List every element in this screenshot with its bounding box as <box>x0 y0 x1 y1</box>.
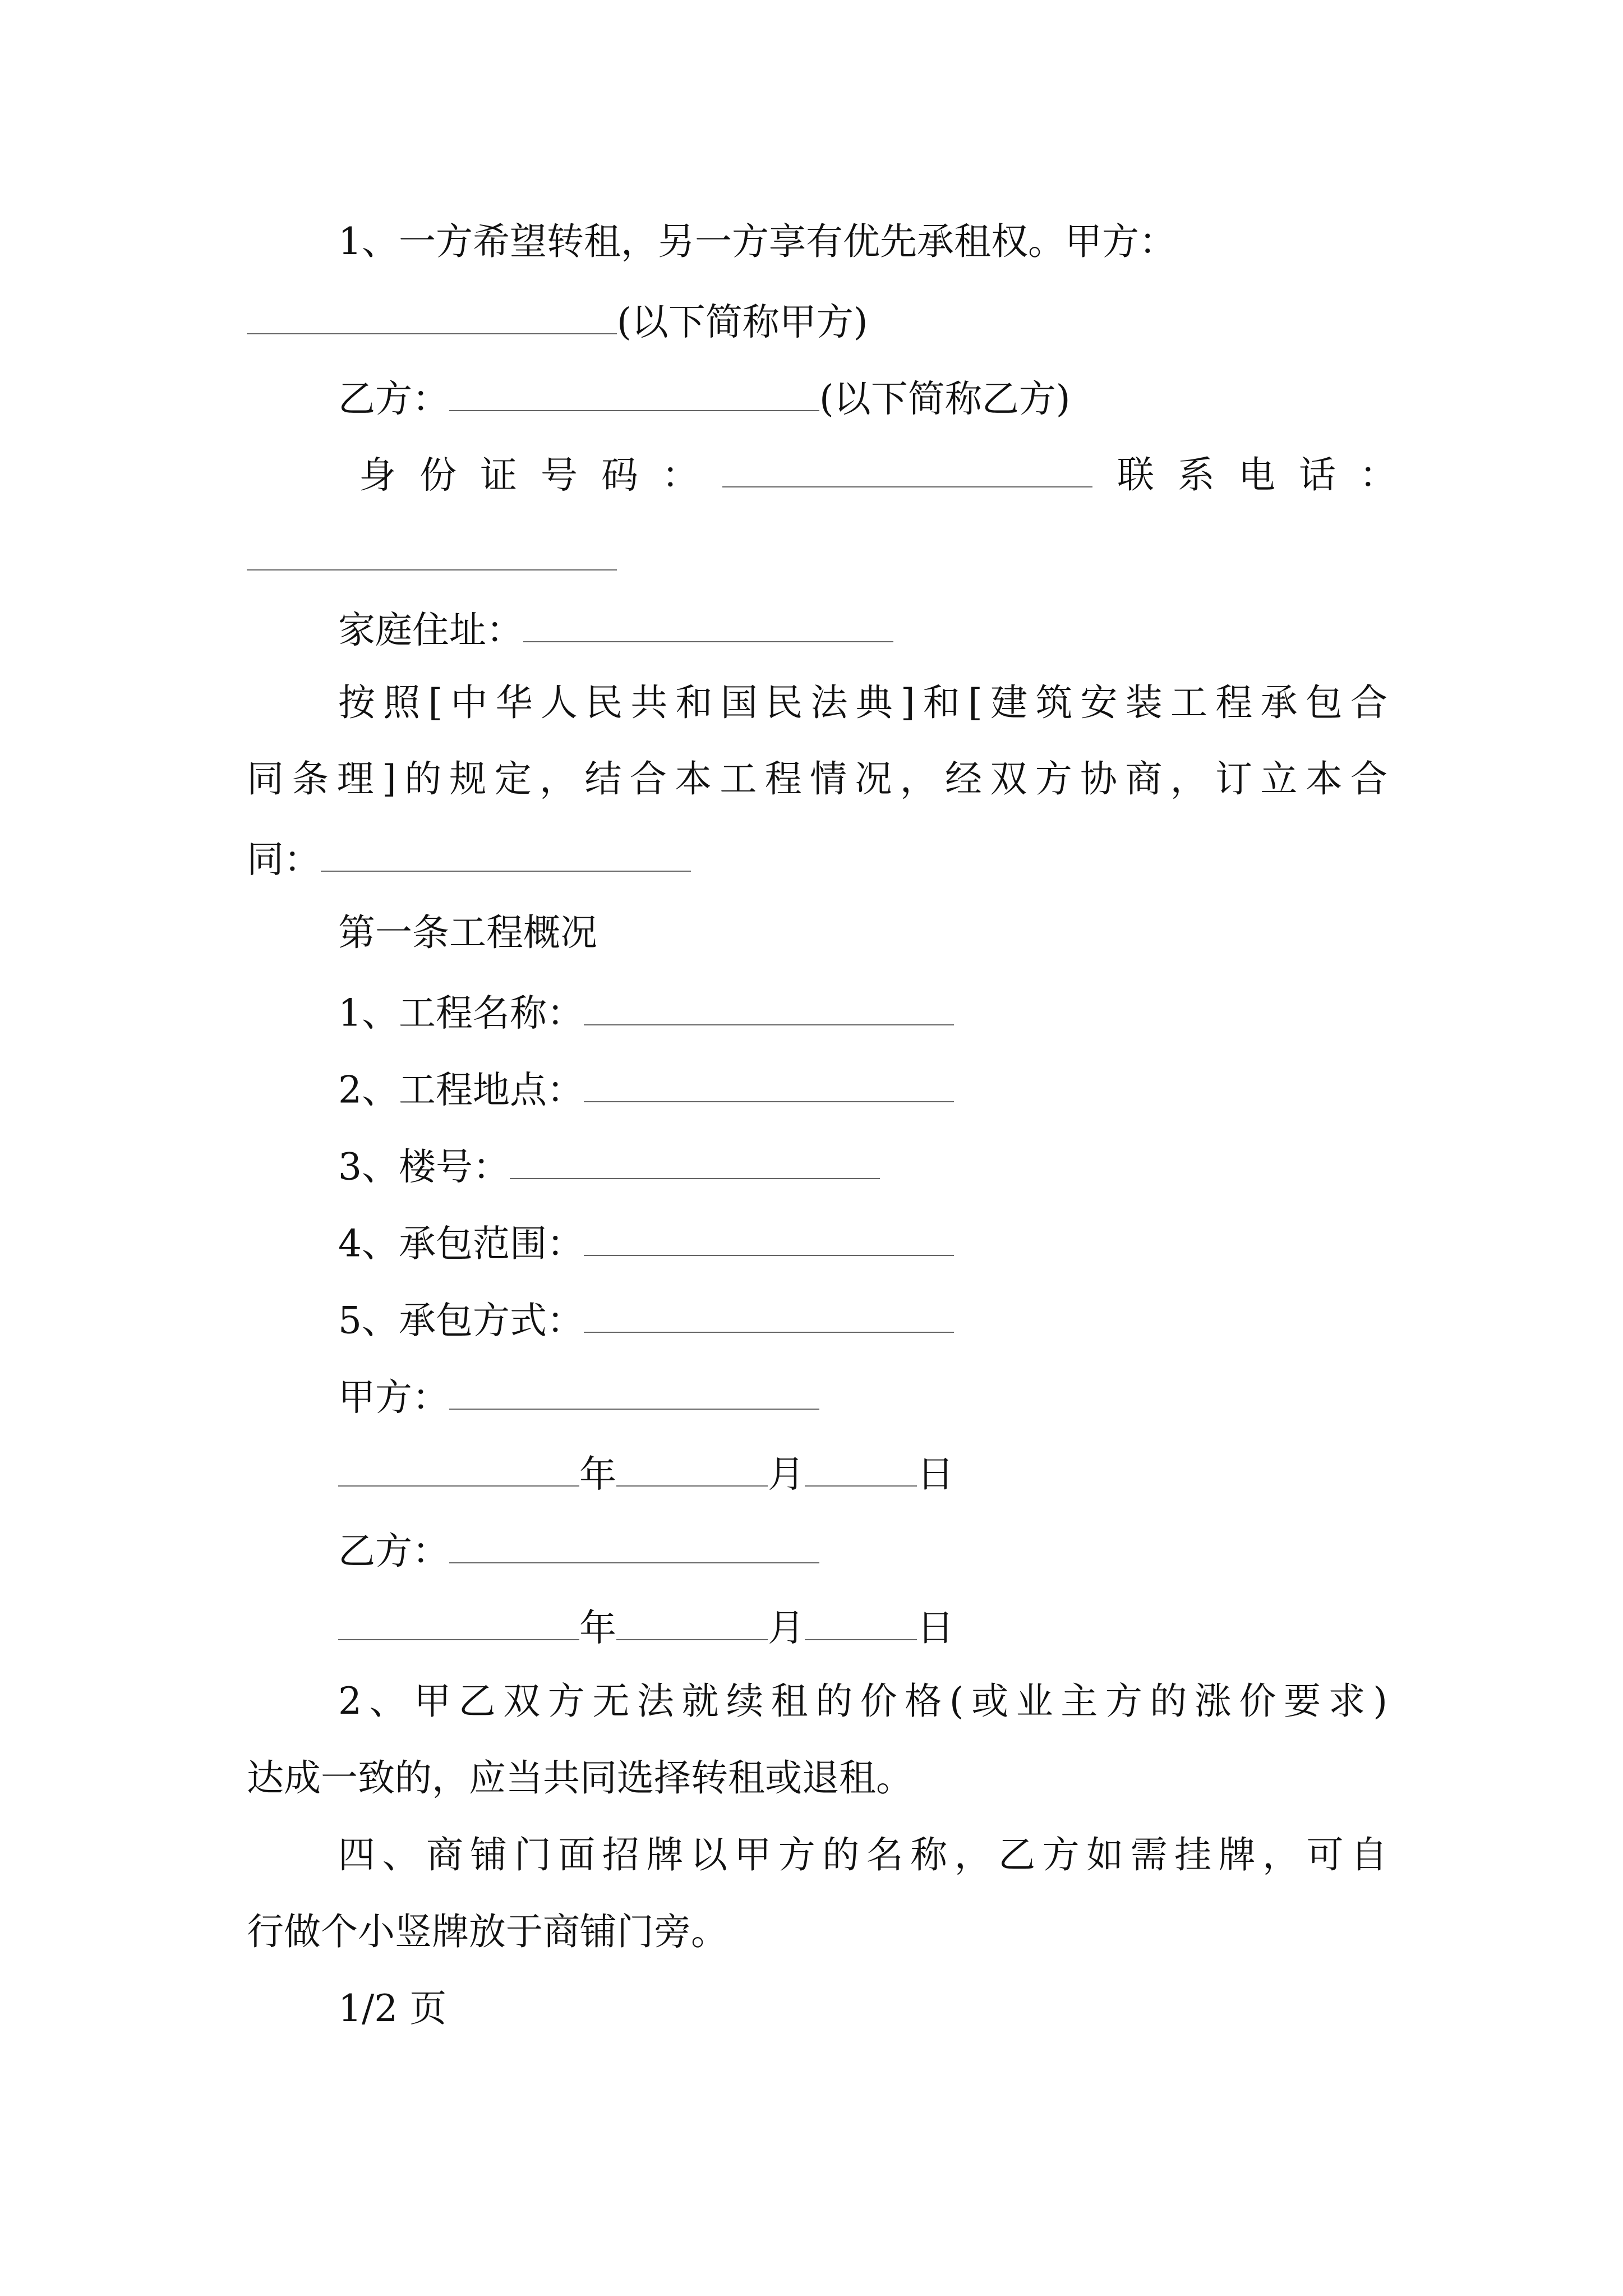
year-label: 年 <box>579 1452 616 1496</box>
year-blank[interactable] <box>338 1606 579 1640</box>
project-name-line <box>338 991 1387 1036</box>
text: 乙方： <box>338 1529 449 1573</box>
day-blank[interactable] <box>805 1452 917 1487</box>
blank[interactable] <box>584 1299 954 1333</box>
blank[interactable] <box>584 1222 954 1256</box>
text: (以下简称甲方) <box>617 300 868 344</box>
blank[interactable] <box>523 608 893 642</box>
text: 家庭住址： <box>338 608 523 652</box>
day-label: 日 <box>917 1452 954 1496</box>
text: 第一条工程概况 <box>338 911 597 954</box>
text: 同： <box>247 838 321 881</box>
blank[interactable] <box>722 453 1092 487</box>
page-number <box>338 1987 1387 2035</box>
blank[interactable] <box>247 300 617 334</box>
id-phone-line <box>359 453 1420 498</box>
preamble-line-1 <box>338 681 1387 729</box>
blank[interactable] <box>584 1068 954 1102</box>
blank[interactable] <box>584 991 954 1025</box>
clause-1-line <box>338 220 1387 268</box>
party-b-date-line <box>338 1606 1387 1651</box>
id-label: 身份证号码： <box>359 453 722 497</box>
blank[interactable] <box>449 1529 819 1563</box>
text: 乙方： <box>338 377 449 421</box>
text: 1、工程名称： <box>338 991 584 1035</box>
preamble-line-3 <box>247 838 1387 882</box>
section-heading <box>338 911 1387 959</box>
phone-blank[interactable] <box>247 569 617 570</box>
blank[interactable] <box>321 838 691 872</box>
address-line <box>338 608 1387 653</box>
month-label: 月 <box>768 1452 805 1496</box>
year-label: 年 <box>579 1606 616 1650</box>
text: 2、甲乙双方无法就续租的价格(或业主方的涨价要求) <box>338 1680 1387 1723</box>
party-b-sign-line <box>338 1529 1387 1574</box>
text: 1/2 页 <box>338 1987 447 2030</box>
day-label: 日 <box>917 1606 954 1650</box>
blank[interactable] <box>449 1375 819 1410</box>
text: 四、商铺门面招牌以甲方的名称，乙方如需挂牌，可自 <box>338 1833 1387 1876</box>
year-blank[interactable] <box>338 1452 579 1487</box>
month-blank[interactable] <box>616 1606 768 1640</box>
text: 5、承包方式： <box>338 1299 584 1342</box>
phone-label: 联系电话： <box>1117 453 1420 497</box>
clause-2-line-2 <box>247 1756 1387 1805</box>
month-blank[interactable] <box>616 1452 768 1487</box>
blank[interactable] <box>510 1145 880 1179</box>
project-location-line <box>338 1068 1387 1113</box>
text: 4、承包范围： <box>338 1222 584 1266</box>
contract-method-line <box>338 1299 1387 1343</box>
clause-2-line-1 <box>338 1680 1387 1728</box>
blank[interactable] <box>449 377 819 411</box>
party-b-line <box>338 377 1387 422</box>
text: 1、一方希望转租，另一方享有优先承租权。甲方： <box>338 220 1176 263</box>
month-label: 月 <box>768 1606 805 1650</box>
preamble-line-2 <box>247 757 1387 806</box>
day-blank[interactable] <box>805 1606 917 1640</box>
clause-4-line-1 <box>338 1833 1387 1881</box>
text: 达成一致的，应当共同选择转租或退租。 <box>247 1756 913 1800</box>
text: 同条理]的规定，结合本工程情况，经双方协商，订立本合 <box>247 757 1387 800</box>
party-a-name-line <box>247 300 1387 345</box>
party-a-date-line <box>338 1452 1387 1497</box>
text: 2、工程地点： <box>338 1068 584 1112</box>
text: 按照[中华人民共和国民法典]和[建筑安装工程承包合 <box>338 681 1387 724</box>
contract-scope-line <box>338 1222 1387 1267</box>
party-a-sign-line <box>338 1375 1387 1420</box>
text: 行做个小竖牌放于商铺门旁。 <box>247 1910 728 1953</box>
clause-4-line-2 <box>247 1910 1387 1958</box>
text: (以下简称乙方) <box>819 377 1071 421</box>
text: 甲方： <box>338 1375 449 1419</box>
building-number-line <box>338 1145 1387 1190</box>
text: 3、楼号： <box>338 1145 510 1189</box>
